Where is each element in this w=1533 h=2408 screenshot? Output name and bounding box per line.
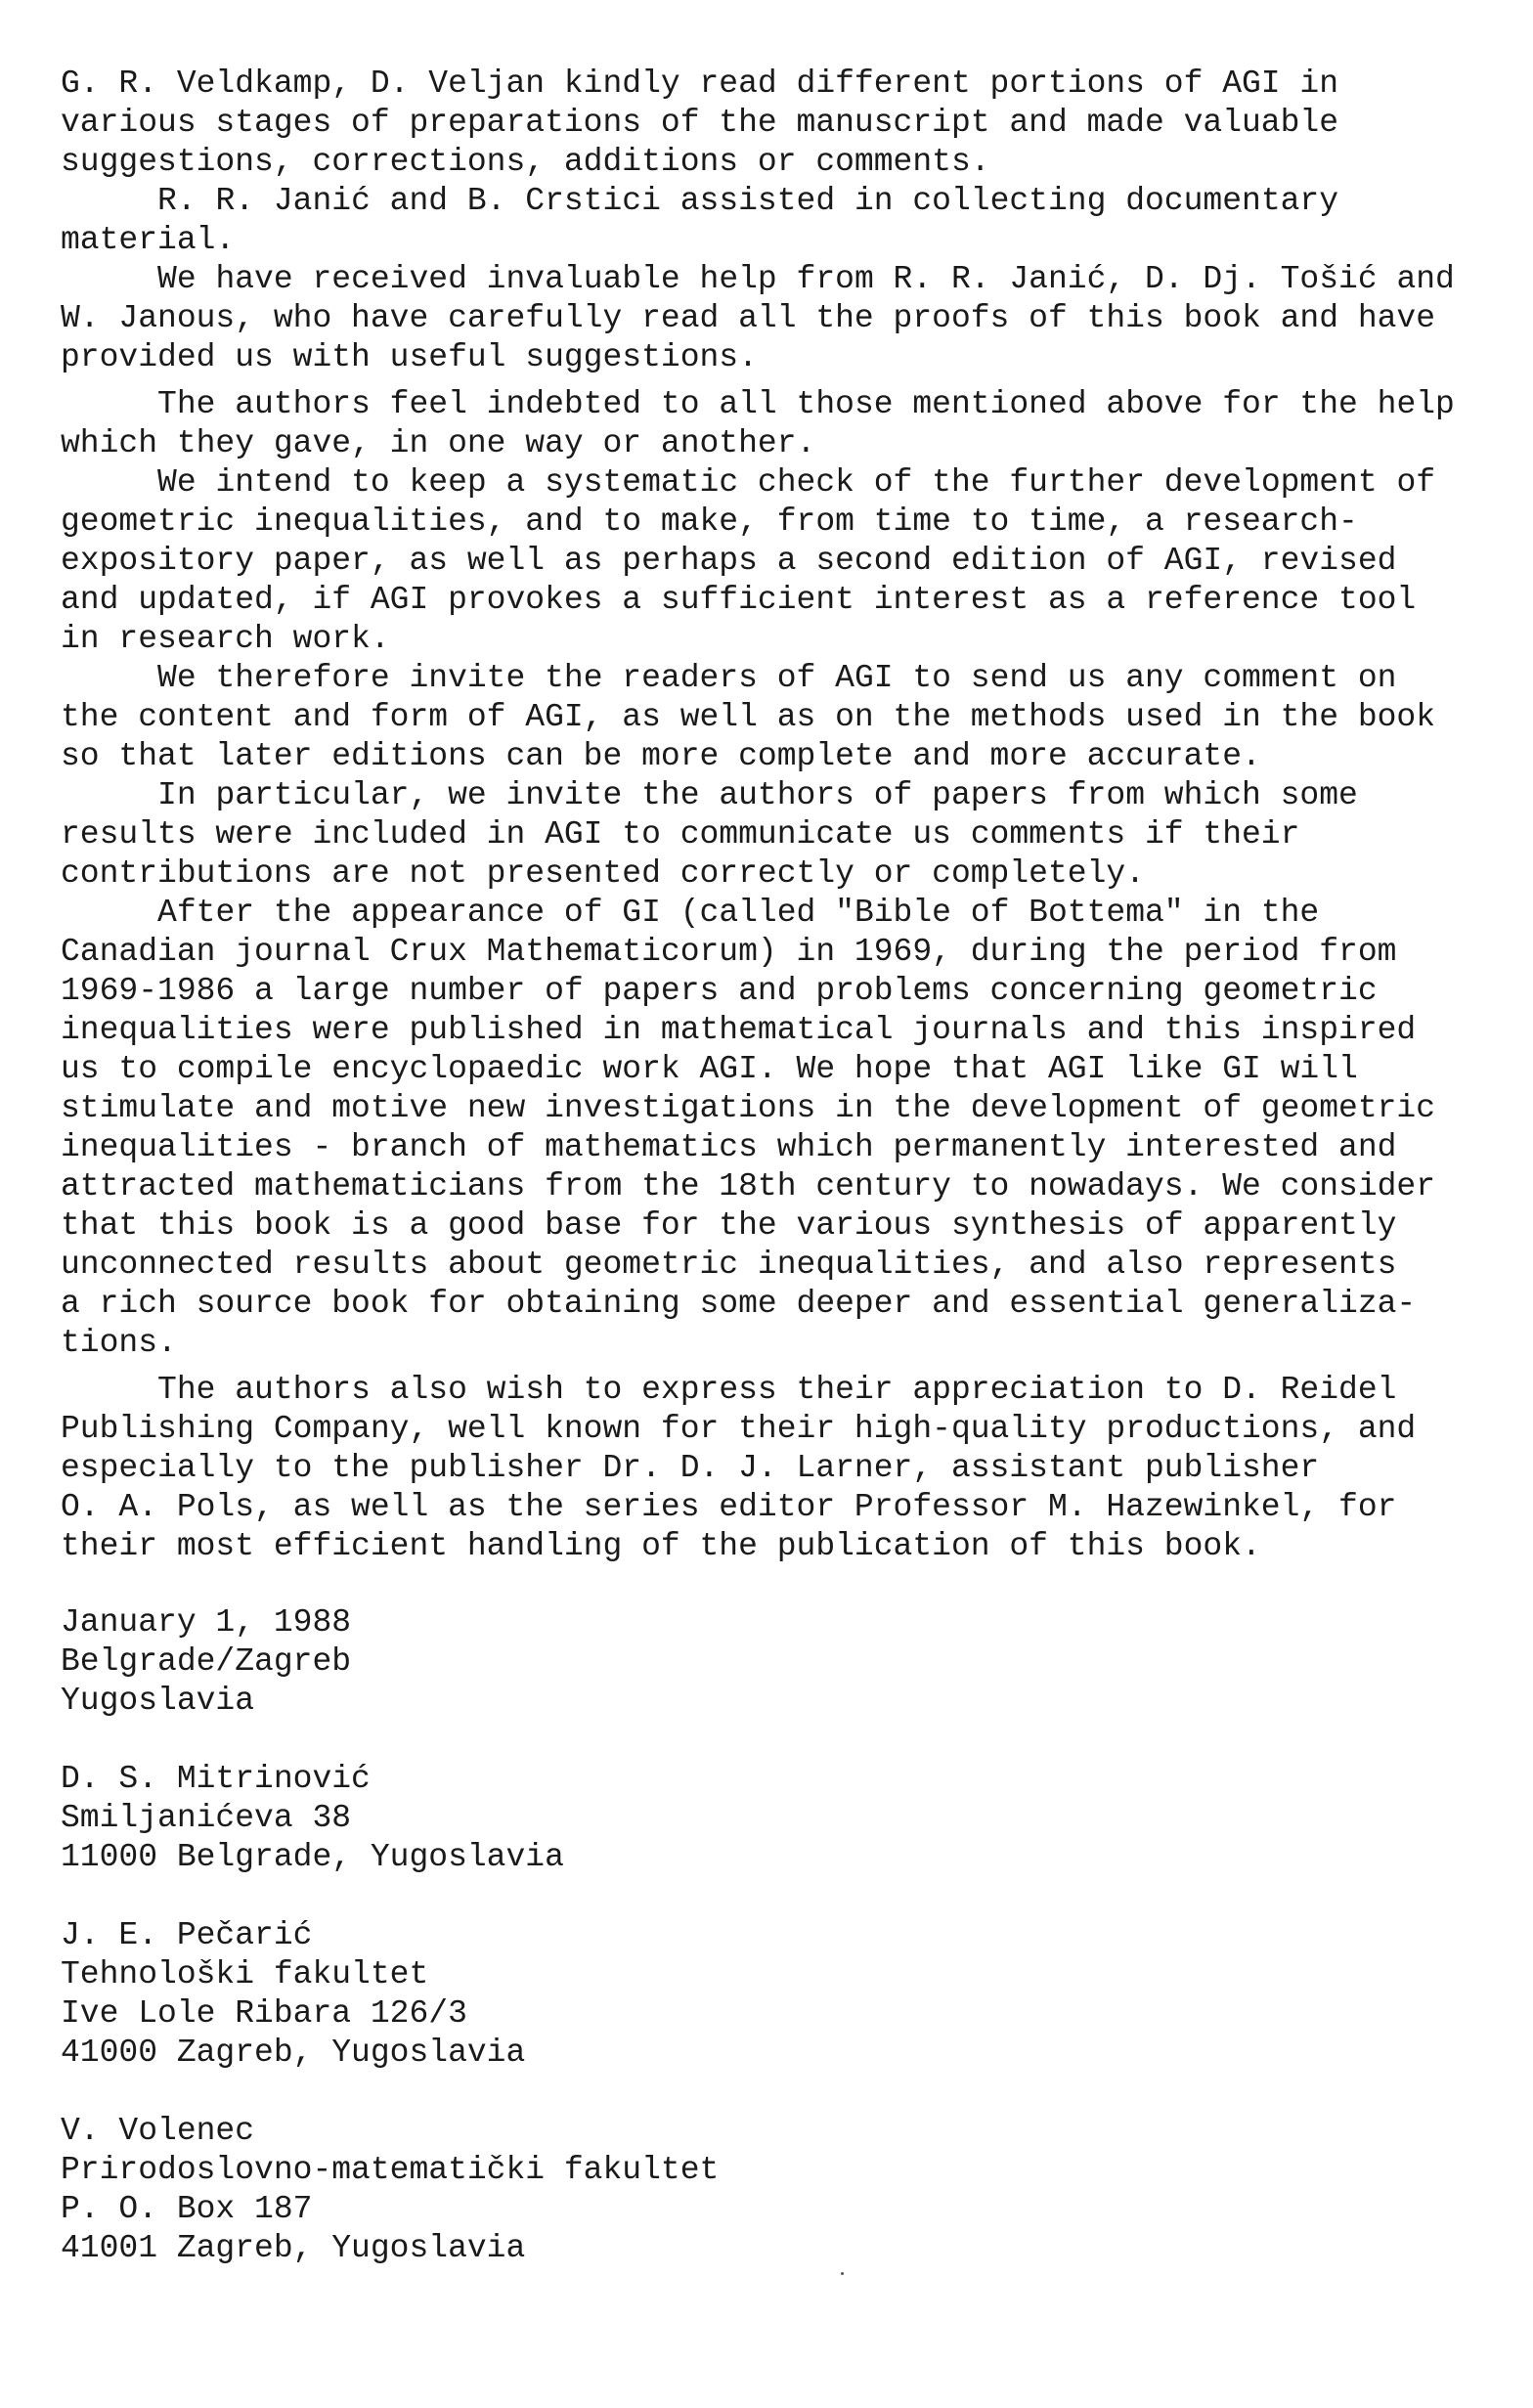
author-address-line: Prirodoslovno-matematički fakultet [61, 2152, 720, 2188]
dateline-date: January 1, 1988 [61, 1604, 352, 1641]
author-address-line: Smiljanićeva 38 [61, 1800, 352, 1836]
dateline-city: Belgrade/Zagreb [61, 1643, 352, 1680]
dateline-country: Yugoslavia [61, 1683, 255, 1719]
paragraph-indebted: The authors feel indebted to all those mentioned above for the help which they gave, in one way or another. [61, 386, 1455, 461]
author-address-line: 41001 Zagreb, Yugoslavia [61, 2230, 526, 2266]
paragraph-invite-authors: In particular, we invite the authors of papers from which some results were included in AGI to communicate us comments if their contributions are not presented correctly or completely. [61, 777, 1358, 892]
author-address [61, 1760, 1038, 1877]
paragraph-acknowledgement: The authors also wish to express their appreciation to D. Reidel Publishing Company, well known for their high-quality productions, and especially to the publisher Dr. D. J. Larner, assistant publisher O. A. Pols, as well as the series editor Professor M. Hazewinkel, for their most efficient handling of the publication of this book. [61, 1372, 1417, 1564]
paragraph-systematic-check: We intend to keep a systematic check of the further development of geometric inequalities, and to make, from time to time, a research- expository paper, as well as perhaps a second edition of AGI, revised and updated, if AGI provokes a sufficient interest as a reference tool in research work. [61, 464, 1436, 657]
author-name: D. S. Mitrinović [61, 1761, 371, 1797]
author-name: V. Volenec [61, 2113, 255, 2149]
preface-body [61, 65, 1488, 1566]
paragraph-reviewers: G. R. Veldkamp, D. Veljan kindly read different portions of AGI in various stages of preparations of the manuscript and made valuable suggestions, corrections, additions or comments. [61, 66, 1339, 180]
author-address-line: P. O. Box 187 [61, 2191, 313, 2227]
author-address [61, 2112, 1038, 2268]
author-address-line: Tehnološki fakultet [61, 1956, 429, 1992]
author-address [61, 1916, 1038, 2073]
paragraph-history: After the appearance of GI (called "Bible of Bottema" in the Canadian journal Crux Mathematicorum) in 1969, during the period from 1969-1986 a large number of papers and problems concerning geometric inequalities were published in mathematical journals and this inspired us to compile encyclopaedic work AGI. We hope that AGI like GI will stimulate and motive new investigations in the development of geometric inequalities - branch of mathematics which permanently interested and attracted mathematicians from the 18th century to nowadays. We consider that this book is a good base for the various synthesis of apparently unconnected results about geometric inequalities, and also represents a rich source book for obtaining some deeper and essential generaliza- tions. [61, 895, 1436, 1361]
dateline [61, 1603, 1038, 1721]
author-name: J. E. Pečarić [61, 1917, 313, 1953]
scan-speck [841, 2272, 844, 2275]
paragraph-invite-readers: We therefore invite the readers of AGI to send us any comment on the content and form of AGI, as well as on the methods used in the book so that later editions can be more complete and more accurate. [61, 660, 1436, 774]
author-address-line: 11000 Belgrade, Yugoslavia [61, 1839, 564, 1875]
author-address-line: 41000 Zagreb, Yugoslavia [61, 2035, 526, 2071]
paragraph-proof-readers: We have received invaluable help from R. R. Janić, D. Dj. Tošić and W. Janous, who have carefully read all the proofs of this book and have provided us with useful suggestions. [61, 261, 1455, 375]
paragraph-documentary-material: R. R. Janić and B. Crstici assisted in collecting documentary material. [61, 183, 1339, 258]
closing-section [61, 1603, 1038, 2307]
author-address-line: Ive Lole Ribara 126/3 [61, 1995, 467, 2032]
